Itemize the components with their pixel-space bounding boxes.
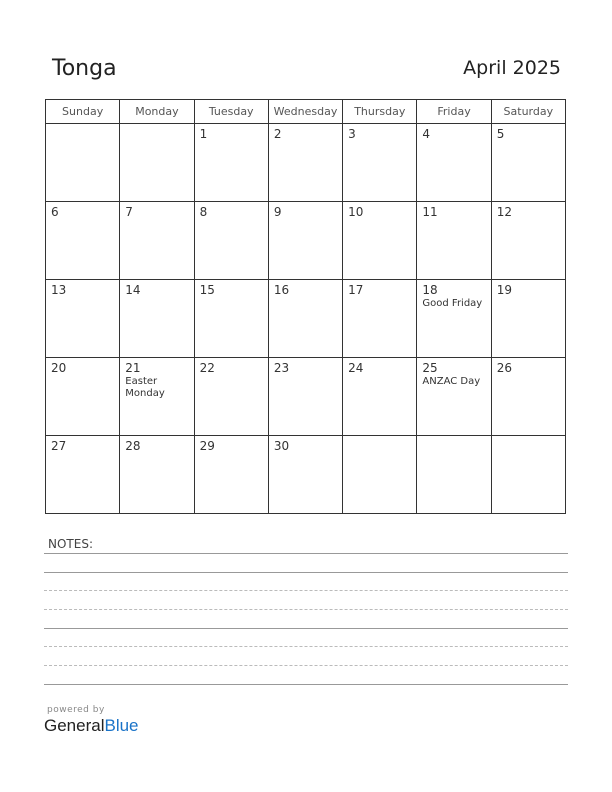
holiday-label: [269, 219, 342, 220]
day-cell: [343, 124, 417, 202]
holiday-label: [195, 141, 268, 142]
day-number: 18: [422, 283, 438, 297]
note-line: [44, 628, 568, 629]
day-cell: [194, 280, 268, 358]
day-cell: [491, 280, 565, 358]
note-line: [44, 590, 568, 591]
holiday-label: [269, 375, 342, 376]
week-row: [46, 124, 566, 202]
holiday-label: [269, 297, 342, 298]
holiday-label: [492, 439, 565, 440]
holiday-label: [492, 141, 565, 142]
holiday-label: [46, 219, 119, 220]
holiday-label: [195, 453, 268, 454]
generalblue-logo[interactable]: [44, 716, 139, 736]
week-row: [46, 358, 566, 436]
note-line: [44, 646, 568, 647]
holiday-label: [120, 127, 193, 128]
day-cell: [194, 436, 268, 514]
day-number: 4: [422, 127, 431, 141]
day-number: 22: [199, 361, 215, 375]
weekday-header: Friday: [417, 100, 491, 124]
weekday-header-row: [46, 100, 566, 124]
holiday-label: Good Friday: [422, 298, 483, 309]
day-number: 11: [422, 205, 438, 219]
day-cell: [343, 358, 417, 436]
day-cell: [343, 280, 417, 358]
holiday-label: ANZAC Day: [422, 376, 481, 387]
notes-label: NOTES:: [48, 537, 93, 551]
holiday-label: [46, 297, 119, 298]
day-number: 23: [273, 361, 290, 375]
holiday-label: [195, 219, 268, 220]
day-cell: [268, 358, 342, 436]
day-number: 28: [125, 439, 141, 453]
note-line: [44, 553, 568, 554]
day-cell: [268, 436, 342, 514]
holiday-label: [269, 141, 342, 142]
day-number: 30: [273, 439, 290, 453]
weekday-header: Wednesday: [268, 100, 342, 124]
day-cell: [46, 202, 120, 280]
day-cell: [46, 124, 120, 202]
day-cell: [120, 436, 194, 514]
day-number: 14: [125, 283, 141, 297]
weekday-header: Monday: [120, 100, 194, 124]
day-cell: [417, 124, 491, 202]
day-cell: [120, 124, 194, 202]
holiday-label: [269, 453, 342, 454]
weekday-header: Tuesday: [194, 100, 268, 124]
day-cell: [417, 280, 491, 358]
holiday-label: [195, 297, 268, 298]
powered-by-label: powered by: [47, 705, 105, 715]
day-number: 10: [348, 205, 364, 219]
day-cell: [491, 124, 565, 202]
holiday-label: [417, 219, 490, 220]
day-cell: [268, 124, 342, 202]
holiday-label: [492, 219, 565, 220]
week-row: [46, 202, 566, 280]
brand-name-part: General: [44, 716, 105, 735]
day-cell: [491, 358, 565, 436]
calendar-grid: [45, 99, 566, 514]
day-cell: [194, 358, 268, 436]
day-cell: [491, 202, 565, 280]
day-number: 19: [496, 283, 512, 297]
day-cell: [417, 436, 491, 514]
day-cell: [491, 436, 565, 514]
day-number: 17: [348, 283, 364, 297]
holiday-label: [492, 297, 565, 298]
holiday-label: [46, 453, 119, 454]
month-year-title: April 2025: [463, 57, 561, 79]
day-cell: [46, 280, 120, 358]
holiday-label: [120, 453, 193, 454]
brand-name-accent: Blue: [104, 716, 139, 735]
day-cell: [46, 358, 120, 436]
day-number: 16: [273, 283, 290, 297]
day-number: 20: [51, 361, 67, 375]
note-line: [44, 609, 568, 610]
day-number: 6: [51, 205, 59, 219]
day-cell: [120, 280, 194, 358]
day-cell: [268, 280, 342, 358]
day-cell: [120, 358, 194, 436]
country-title: Tonga: [52, 56, 117, 81]
weekday-header: Sunday: [46, 100, 120, 124]
day-number: 29: [199, 439, 215, 453]
day-number: 3: [348, 127, 356, 141]
holiday-label: [343, 141, 416, 142]
day-cell: [120, 202, 194, 280]
holiday-label: [46, 127, 119, 128]
weekday-header: Thursday: [343, 100, 417, 124]
holiday-label: [343, 439, 416, 440]
holiday-label: [343, 375, 416, 376]
day-number: 7: [125, 205, 133, 219]
weekday-header: Saturday: [491, 100, 565, 124]
day-cell: [46, 436, 120, 514]
holiday-label: [120, 297, 193, 298]
day-number: 27: [51, 439, 67, 453]
day-number: 24: [348, 361, 364, 375]
day-number: 12: [496, 205, 512, 219]
day-number: 2: [273, 127, 282, 141]
week-row: [46, 436, 566, 514]
day-number: 5: [496, 127, 505, 141]
day-cell: [343, 436, 417, 514]
holiday-label: [343, 219, 416, 220]
day-cell: [194, 124, 268, 202]
day-number: 26: [496, 361, 512, 375]
day-cell: [417, 358, 491, 436]
day-cell: [194, 202, 268, 280]
holiday-label: [46, 375, 119, 376]
day-number: 8: [199, 205, 208, 219]
note-line: [44, 684, 568, 685]
note-line: [44, 572, 568, 573]
holiday-label: [417, 141, 490, 142]
day-cell: [343, 202, 417, 280]
note-line: [44, 665, 568, 666]
holiday-label: [120, 219, 193, 220]
holiday-label: [417, 439, 490, 440]
holiday-label: Easter Monday: [125, 376, 165, 399]
day-number: 9: [273, 205, 282, 219]
day-number: 1: [199, 127, 208, 141]
day-cell: [268, 202, 342, 280]
day-number: 13: [51, 283, 67, 297]
holiday-label: [195, 375, 268, 376]
day-cell: [417, 202, 491, 280]
day-number: 21: [125, 361, 141, 375]
holiday-label: [343, 297, 416, 298]
week-row: [46, 280, 566, 358]
holiday-label: [492, 375, 565, 376]
day-number: 25: [422, 361, 438, 375]
day-number: 15: [199, 283, 215, 297]
